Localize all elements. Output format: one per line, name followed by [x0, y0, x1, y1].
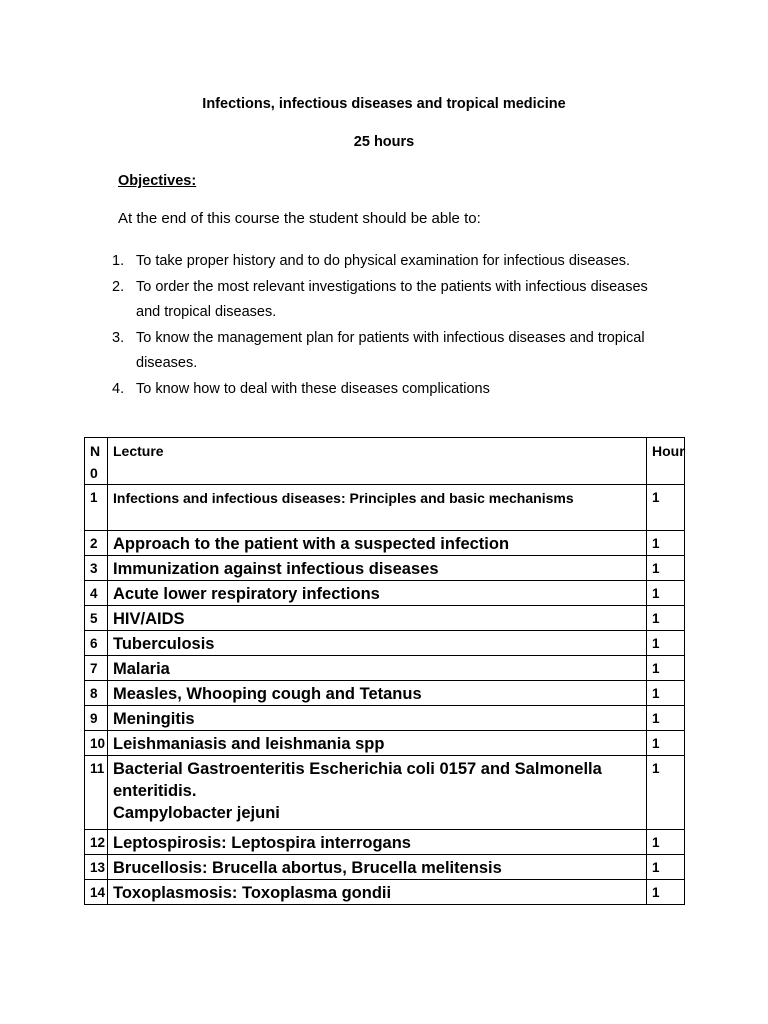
- row-number: 1: [85, 485, 108, 531]
- header-hour: Hour: [647, 438, 685, 485]
- objective-text: To know how to deal with these diseases complications: [136, 380, 490, 397]
- table-row: [85, 485, 685, 531]
- row-lecture: Acute lower respiratory infections: [108, 581, 647, 606]
- row-lecture: Meningitis: [108, 706, 647, 731]
- table-row: [85, 656, 685, 681]
- table-row: [85, 880, 685, 905]
- row-number: 14: [85, 880, 108, 905]
- row-number: 8: [85, 681, 108, 706]
- table-header-row: [85, 438, 685, 485]
- row-hour: 1: [647, 556, 685, 581]
- row-hour: 1: [647, 731, 685, 756]
- row-lecture: Immunization against infectious diseases: [108, 556, 647, 581]
- row-lecture: Infections and infectious diseases: Principles and basic mechanisms: [108, 485, 647, 531]
- row-number: 3: [85, 556, 108, 581]
- row-lecture: Measles, Whooping cough and Tetanus: [108, 681, 647, 706]
- row-lecture: Leishmaniasis and leishmania spp: [108, 731, 647, 756]
- row-hour: 1: [647, 681, 685, 706]
- objective-number: 1.: [112, 253, 125, 269]
- lecture-table: [84, 437, 685, 905]
- table-row: [85, 556, 685, 581]
- row-number: 10: [85, 731, 108, 756]
- row-hour: 1: [647, 855, 685, 880]
- row-number: 13: [85, 855, 108, 880]
- table-row: [85, 681, 685, 706]
- row-number: 5: [85, 606, 108, 631]
- objective-item: [112, 275, 672, 326]
- row-lecture: Malaria: [108, 656, 647, 681]
- row-number: 12: [85, 830, 108, 855]
- table-row: [85, 531, 685, 556]
- table-row: [85, 631, 685, 656]
- row-lecture: Brucellosis: Brucella abortus, Brucella melitensis: [108, 855, 647, 880]
- row-hour: 1: [647, 880, 685, 905]
- table-row: [85, 756, 685, 830]
- row-hour: 1: [647, 656, 685, 681]
- row-hour: 1: [647, 606, 685, 631]
- row-lecture: [108, 756, 647, 830]
- row-hour: 1: [647, 756, 685, 830]
- header-no: N 0: [85, 438, 108, 485]
- row-number: 11: [85, 756, 108, 830]
- objective-item: [112, 377, 672, 403]
- row-lecture: Approach to the patient with a suspected infection: [108, 531, 647, 556]
- objective-item: [112, 326, 672, 377]
- objective-item: [112, 249, 672, 275]
- objectives-heading: Objectives:: [118, 173, 197, 189]
- course-hours: 25 hours: [353, 134, 415, 150]
- row-lecture-line: Bacterial Gastroenteritis Escherichia coli 0157 and Salmonella enteritidis.: [113, 760, 602, 800]
- row-number: 4: [85, 581, 108, 606]
- objective-text: To know the management plan for patients with infectious diseases and tropical diseases.: [136, 329, 645, 371]
- row-number: 9: [85, 706, 108, 731]
- objective-text: To order the most relevant investigations to the patients with infectious diseases and tropical diseases.: [136, 278, 648, 320]
- row-lecture: Leptospirosis: Leptospira interrogans: [108, 830, 647, 855]
- row-number: 7: [85, 656, 108, 681]
- objective-number: 4.: [112, 380, 125, 397]
- objective-number: 2.: [112, 278, 125, 295]
- objectives-intro: At the end of this course the student should be able to:: [118, 210, 481, 227]
- row-hour: 1: [647, 631, 685, 656]
- row-lecture: Tuberculosis: [108, 631, 647, 656]
- row-lecture-line: Campylobacter jejuni: [113, 804, 280, 822]
- row-hour: 1: [647, 830, 685, 855]
- row-lecture: Toxoplasmosis: Toxoplasma gondii: [108, 880, 647, 905]
- table-row: [85, 855, 685, 880]
- row-hour: 1: [647, 485, 685, 531]
- document-title: Infections, infectious diseases and tropical medicine: [202, 96, 566, 112]
- row-hour: 1: [647, 531, 685, 556]
- objectives-list: [112, 249, 672, 402]
- table-row: [85, 706, 685, 731]
- header-lecture: Lecture: [108, 438, 647, 485]
- table-row: [85, 830, 685, 855]
- objective-text: To take proper history and to do physical examination for infectious diseases.: [136, 253, 631, 269]
- table-row: [85, 606, 685, 631]
- objective-number: 3.: [112, 329, 125, 346]
- row-hour: 1: [647, 706, 685, 731]
- table-row: [85, 731, 685, 756]
- table-row: [85, 581, 685, 606]
- row-number: 6: [85, 631, 108, 656]
- row-number: 2: [85, 531, 108, 556]
- row-hour: 1: [647, 581, 685, 606]
- row-lecture: HIV/AIDS: [108, 606, 647, 631]
